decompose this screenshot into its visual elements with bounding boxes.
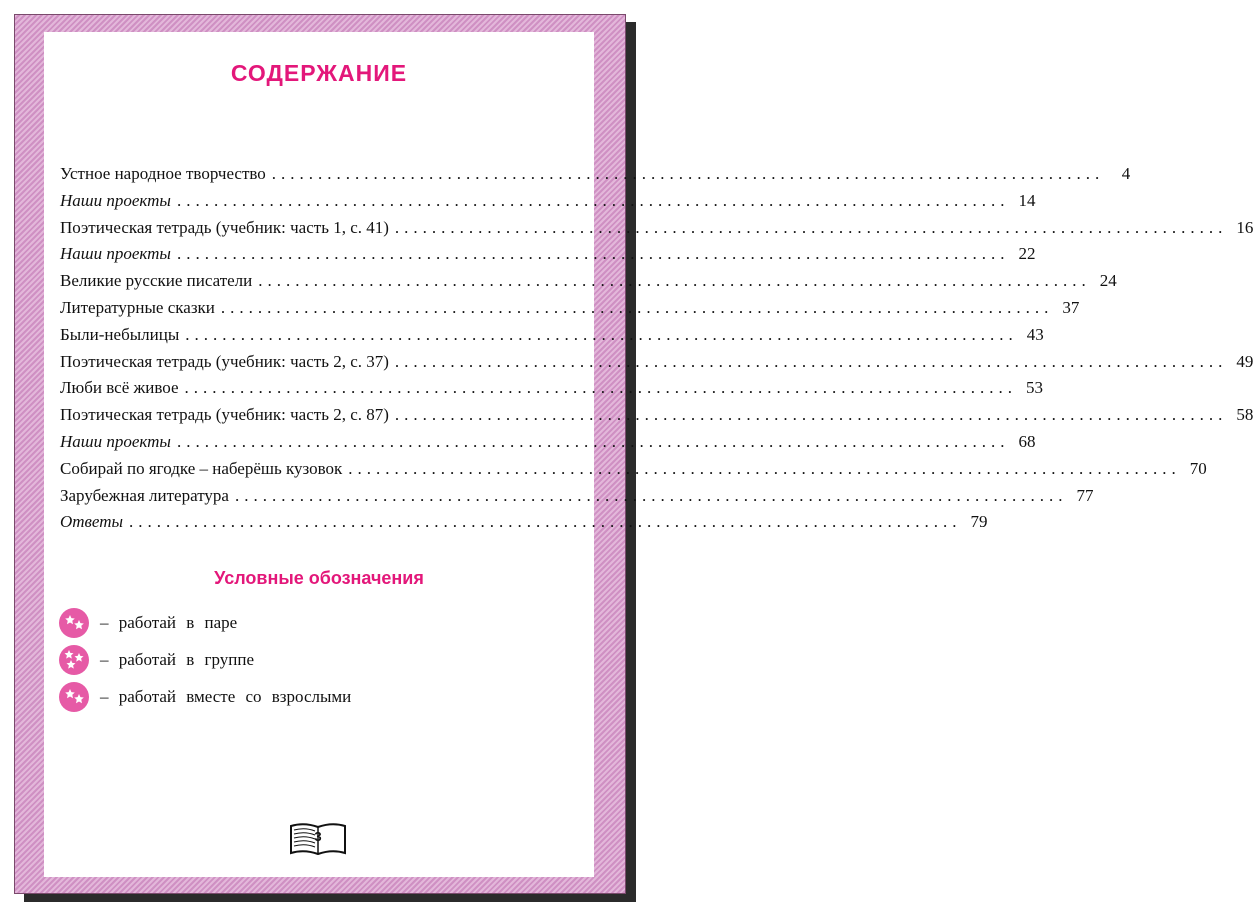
toc-entry-page: 70 (1189, 458, 1207, 478)
toc-entry-page: 4 (1121, 164, 1131, 183)
toc-entry-page: 49 (1236, 351, 1253, 371)
toc-entry-title: Люби всё живое (60, 378, 179, 398)
page-number-badge (288, 820, 348, 860)
toc-dot-leader: .......................................................................................... (176, 190, 1010, 210)
toc-dot-leader: .......................................................................................... (348, 458, 1181, 478)
two-stars-icon (58, 681, 90, 713)
toc-entry (60, 217, 1253, 245)
toc-entry-page: 68 (1018, 431, 1036, 451)
legend-item-text: – работай вместе со взрослыми (100, 686, 352, 706)
toc-entry-title: Литературные сказки (60, 297, 215, 317)
legend-item (58, 641, 578, 678)
toc-entry-page: 22 (1018, 244, 1036, 264)
toc-entry (60, 378, 1044, 405)
toc-entry-title: Поэтическая тетрадь (учебник: часть 1, с. 41) (60, 217, 389, 237)
toc-dot-leader: .......................................................................................... (176, 244, 1010, 264)
toc-entry-title: Наши проекты (60, 190, 171, 210)
toc-entry-title: Зарубежная литература (60, 485, 229, 505)
toc-entry-title: Были-небылицы (60, 324, 180, 344)
legend-item (58, 678, 578, 715)
legend-title: Условные обозначения (214, 568, 424, 588)
toc-entry (60, 190, 1036, 218)
toc-dot-leader: .......................................................................................... (184, 378, 1018, 398)
toc-entry (60, 458, 1207, 486)
toc-entry-page: 16 (1236, 217, 1253, 237)
toc-entry-title: Великие русские писатели (60, 271, 253, 291)
toc-entry-title: Ответы (60, 512, 124, 532)
toc-dot-leader: .......................................................................................... (129, 512, 962, 532)
toc-entry (60, 405, 1253, 432)
toc-dot-leader: .......................................................................................... (394, 217, 1228, 237)
toc-entry (60, 485, 1094, 513)
toc-dot-leader: .......................................................................................... (185, 324, 1018, 344)
toc-dot-leader: .......................................................................................... (258, 271, 1091, 291)
toc-dot-leader: .......................................................................................... (176, 431, 1010, 451)
toc-entry (60, 431, 1036, 459)
legend-item-text: – работай в паре (100, 612, 238, 632)
toc-dot-leader: .......................................................................................... (220, 297, 1054, 317)
toc-entry-title: Собирай по ягодке – наберёшь кузовок (60, 458, 343, 478)
toc-entry-page: 43 (1026, 324, 1044, 344)
toc-entry (60, 244, 1036, 271)
toc-entry (60, 271, 1117, 298)
toc-entry-title: Устное народное творчество (60, 164, 266, 183)
page (44, 32, 1253, 877)
toc-entry-title: Наши проекты (60, 431, 171, 451)
page-number: 3 (314, 829, 322, 844)
legend-item-text: – работай в группе (100, 649, 255, 669)
toc-entry-page: 37 (1062, 297, 1080, 317)
toc-entry (60, 512, 988, 539)
toc-entry-page: 77 (1076, 485, 1094, 505)
page-title: СОДЕРЖАНИЕ (230, 60, 408, 86)
toc-entry-page: 53 (1026, 378, 1044, 398)
toc-entry (60, 164, 1131, 191)
toc-dot-leader: .......................................................................................... (394, 405, 1228, 425)
toc-entry (60, 297, 1080, 325)
two-stars-icon (58, 607, 90, 639)
toc-entry-title: Поэтическая тетрадь (учебник: часть 2, с. 87) (60, 405, 389, 425)
toc-entry-page: 79 (970, 512, 988, 532)
legend (58, 604, 578, 715)
toc-dot-leader: .......................................................................................... (271, 164, 1105, 183)
toc-entry-page: 24 (1099, 271, 1117, 291)
toc-dot-leader: .......................................................................................... (394, 351, 1228, 371)
legend-item (58, 604, 578, 641)
table-of-contents (60, 164, 1253, 539)
toc-entry-title: Поэтическая тетрадь (учебник: часть 2, с. 37) (60, 351, 389, 371)
toc-entry-page: 58 (1236, 405, 1253, 425)
toc-dot-leader: .......................................................................................... (234, 485, 1068, 505)
toc-entry-title: Наши проекты (60, 244, 171, 264)
toc-entry (60, 324, 1044, 352)
three-stars-icon (58, 644, 90, 676)
toc-entry-page: 14 (1018, 190, 1036, 210)
toc-entry (60, 351, 1253, 379)
